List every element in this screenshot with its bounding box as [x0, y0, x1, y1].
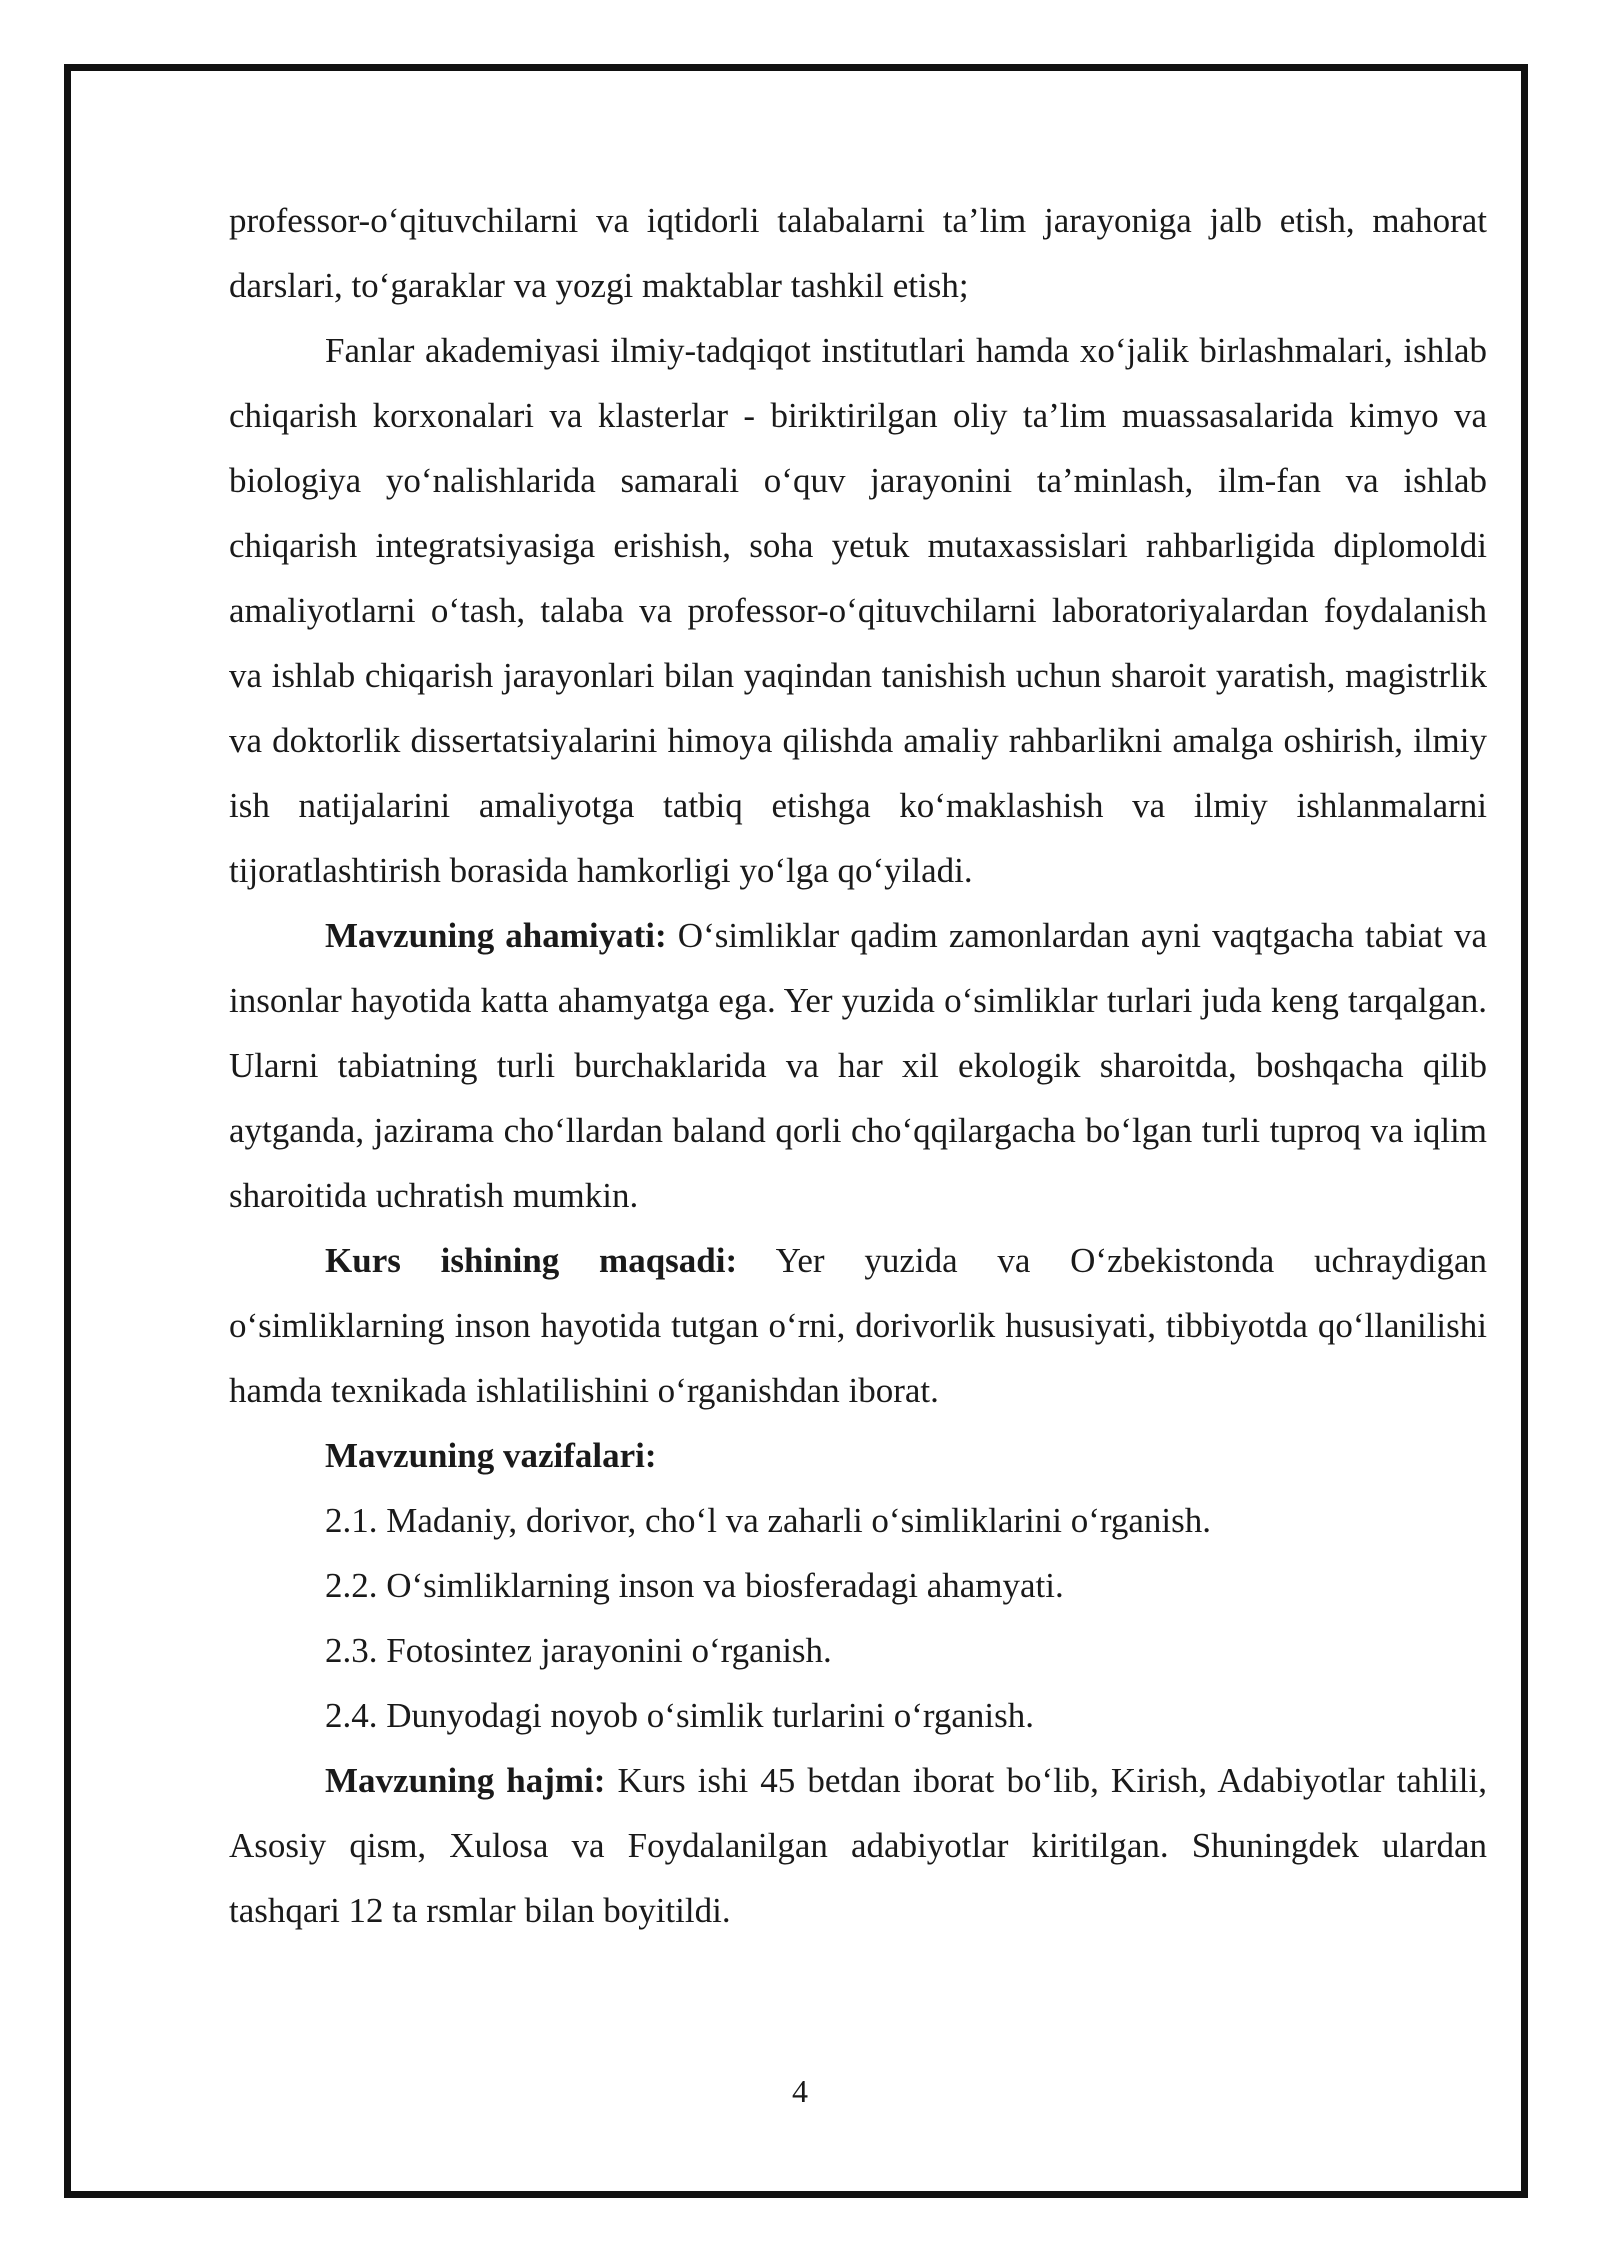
list-item: 2.1. Madaniy, dorivor, cho‘l va zaharli o‘simliklarini o‘rganish. [325, 1501, 1212, 1540]
list-item: 2.2. O‘simliklarning inson va biosferadagi ahamyati. [325, 1566, 1064, 1605]
ahamiyati-label: Mavzuning ahamiyati: [325, 916, 667, 955]
hajmi-label: Mavzuning hajmi: [325, 1761, 606, 1800]
paragraph-maqsadi [229, 1228, 1487, 1423]
hajmi-text: Kurs ishi 45 betdan iborat bo‘lib, Kirish, Adabiyotlar tahlili, Asosiy qism, Xulosa va Foydalanilgan adabiyotlar kiritilgan. Shuningdek ulardan tashqari 12 ta rsmlar bilan boyitildi. [229, 1761, 1487, 1930]
ahamiyati-text: O‘simliklar qadim zamonlardan ayni vaqtgacha tabiat va insonlar hayotida katta ahamyatga ega. Yer yuzida o‘simliklar turlari juda keng tarqalgan. Ularni tabiatning turli burchaklarida va har xil ekologik sharoitda, boshqacha qilib aytganda, jazirama cho‘llardan baland qorli cho‘qqilargacha bo‘lgan turli tuproq va iqlim sharoitida uchratish mumkin. [229, 916, 1487, 1215]
list-item: 2.3. Fotosintez jarayonini o‘rganish. [325, 1631, 832, 1670]
maqsadi-label: Kurs ishining maqsadi: [325, 1241, 738, 1280]
page-number: 4 [792, 2073, 808, 2109]
vazifalari-heading [229, 1423, 1487, 1488]
paragraph-hajmi [229, 1748, 1487, 1943]
document-body [229, 188, 1487, 1943]
maqsadi-text: Yer yuzida va O‘zbekistonda uchraydigan o‘simliklarning inson hayotida tutgan o‘rni, dorivorlik hususiyati, tibbiyotda qo‘llanilishi hamda texnikada ishlatilishini o‘rganishdan iborat. [229, 1241, 1487, 1410]
list-item: 2.4. Dunyodagi noyob o‘simlik turlarini o‘rganish. [325, 1696, 1035, 1735]
paragraph-ahamiyati [229, 903, 1487, 1228]
vazifalari-label: Mavzuning vazifalari: [325, 1436, 657, 1475]
paragraph-continuation: professor-o‘qituvchilarni va iqtidorli talabalarni ta’lim jarayoniga jalb etish, mahorat darslari, to‘garaklar va yozgi maktablar tashkil etish; [229, 201, 1487, 305]
paragraph-cooperation: Fanlar akademiyasi ilmiy-tadqiqot institutlari hamda xo‘jalik birlashmalari, ishlab chiqarish korxonalari va klasterlar - biriktirilgan oliy ta’lim muassasalarida kimyo va biologiya yo‘nalishlarida samarali o‘quv jarayonini ta’minlash, ilm-fan va ishlab chiqarish integratsiyasiga erishish, soha yetuk mutaxassislari rahbarligida diplomoldi amaliyotlarni o‘tash, talaba va professor-o‘qituvchilarni laboratoriyalardan foydalanish va ishlab chiqarish jarayonlari bilan yaqindan tanishish uchun sharoit yaratish, magistrlik va doktorlik dissertatsiyalarini himoya qilishda amaliy rahbarlikni amalga oshirish, ilmiy ish natijalarini amaliyotga tatbiq etishga ko‘maklashish va ilmiy ishlanmalarni tijoratlashtirish borasida hamkorligi yo‘lga qo‘yiladi. [229, 331, 1487, 890]
